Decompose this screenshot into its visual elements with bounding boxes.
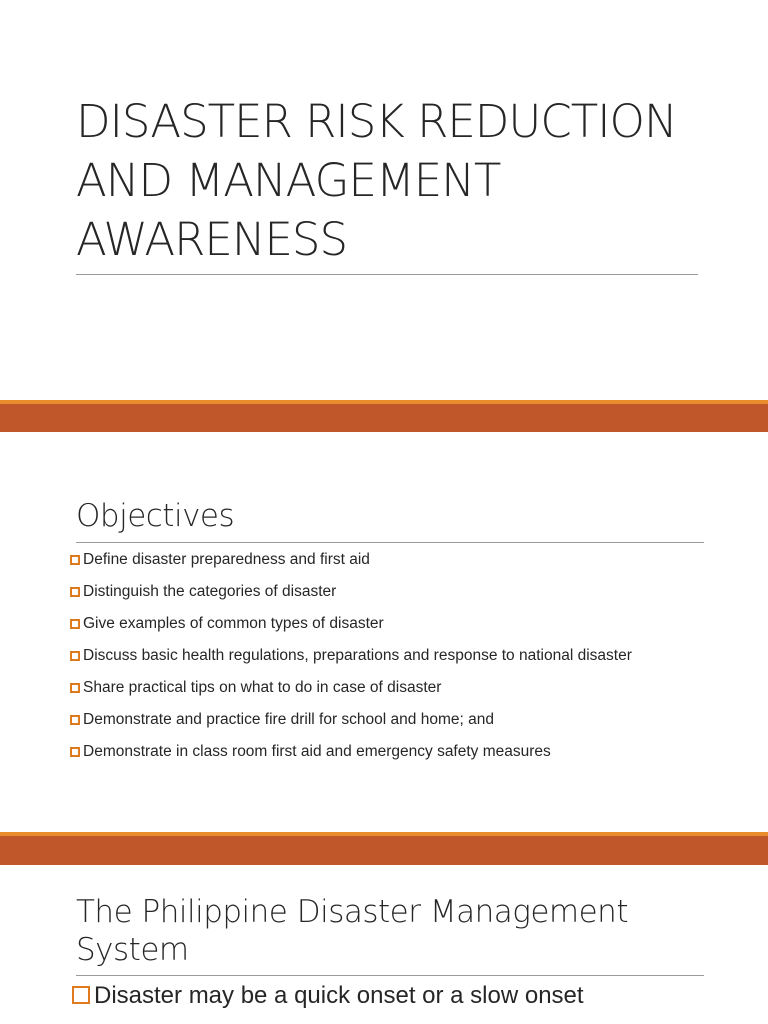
square-outline-icon (72, 986, 90, 1004)
slide-title (0, 0, 768, 400)
objectives-divider (76, 542, 704, 543)
separator-edge (0, 832, 768, 836)
list-item-text: Give examples of common types of disaster (83, 615, 384, 632)
list-item-text: Demonstrate and practice fire drill for school and home; and (83, 711, 494, 728)
list-item-text: Disaster may be a quick onset or a slow onset (94, 982, 584, 1009)
slide-separator (0, 832, 768, 865)
list-item (70, 614, 710, 634)
list-item-text: Demonstrate in class room first aid and emergency safety measures (83, 743, 551, 760)
list-item (70, 582, 710, 602)
objectives-list (70, 550, 710, 774)
objectives-heading: Objectives (76, 498, 235, 534)
system-heading: The Philippine Disaster Management System (76, 894, 628, 968)
square-outline-icon (70, 747, 80, 757)
list-item (70, 550, 710, 570)
list-item (72, 981, 752, 1011)
list-item (70, 678, 710, 698)
list-item-text: Share practical tips on what to do in case of disaster (83, 679, 442, 696)
slide-separator (0, 400, 768, 432)
system-divider (76, 975, 704, 976)
square-outline-icon (70, 651, 80, 661)
list-item-text: Discuss basic health regulations, preparations and response to national disaster (83, 647, 632, 664)
list-item-text: Define disaster preparedness and first aid (83, 551, 370, 568)
slide-objectives (0, 432, 768, 832)
list-item-text: Distinguish the categories of disaster (83, 583, 337, 600)
square-outline-icon (70, 555, 80, 565)
square-outline-icon (70, 587, 80, 597)
list-item (70, 710, 710, 730)
square-outline-icon (70, 619, 80, 629)
square-outline-icon (70, 683, 80, 693)
slide-philippine-system (0, 865, 768, 1024)
system-list (72, 981, 752, 1017)
title-divider (76, 274, 698, 275)
list-item (70, 742, 710, 762)
separator-edge (0, 400, 768, 404)
list-item (70, 646, 710, 666)
slide-title-text: DISASTER RISK REDUCTION AND MANAGEMENT AWARENESS (76, 95, 677, 266)
square-outline-icon (70, 715, 80, 725)
